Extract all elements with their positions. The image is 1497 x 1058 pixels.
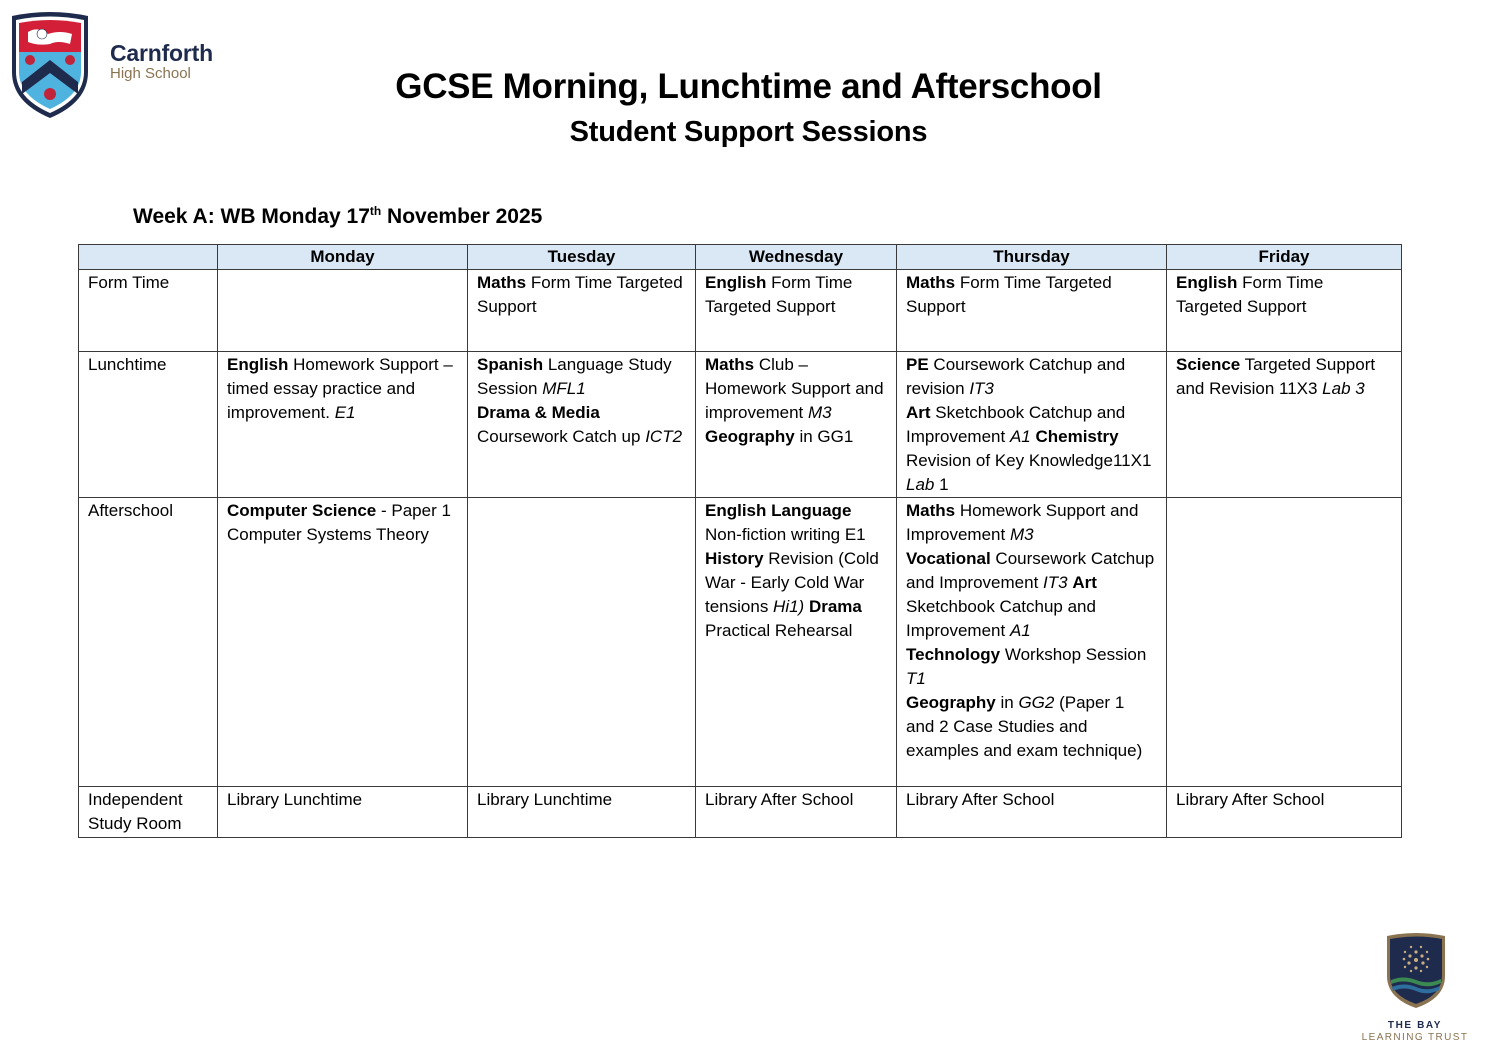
session-entry [705, 353, 887, 425]
session-text: Library Lunchtime [477, 790, 613, 809]
session-text: Revision (Cold War - Early Cold War tensions [705, 549, 879, 616]
session-text: Sketchbook Catchup and Improvement [906, 403, 1126, 446]
session-entry [705, 788, 887, 812]
table-cell [218, 787, 468, 838]
column-header-monday: Monday [218, 245, 468, 270]
session-text: in GG1 [794, 427, 854, 446]
session-entry [705, 523, 887, 547]
subject-name: History [705, 549, 764, 568]
school-name-primary: Carnforth [110, 40, 213, 66]
session-text: Form Time Targeted Support [705, 273, 853, 316]
row-label: Lunchtime [79, 352, 218, 498]
table-cell [696, 498, 897, 787]
subject-name: Geography [705, 427, 795, 446]
session-entry [906, 271, 1157, 319]
subject-name: Geography [906, 693, 996, 712]
subject-name: Art [906, 403, 931, 422]
row-label: Form Time [79, 270, 218, 352]
session-text: Homework Support and Improvement [906, 501, 1139, 544]
column-header-thursday: Thursday [897, 245, 1167, 270]
table-cell [1167, 498, 1402, 787]
column-header-tuesday: Tuesday [468, 245, 696, 270]
subject-name: English Language [705, 501, 852, 520]
table-cell [468, 787, 696, 838]
column-header [79, 245, 218, 270]
session-entry [227, 353, 458, 425]
table-cell [218, 352, 468, 498]
page-title: GCSE Morning, Lunchtime and Afterschool [395, 67, 1102, 106]
session-text: Targeted Support and Revision 11X3 [1176, 355, 1376, 398]
subject-name: Chemistry [1035, 427, 1119, 446]
session-entry [906, 353, 1157, 401]
table-row-form-time [79, 270, 1402, 352]
room-code: Lab [906, 475, 935, 494]
session-text: Revision of Key Knowledge11X1 [906, 451, 1152, 470]
subject-name: Drama & Media [477, 403, 600, 422]
table-row-lunchtime [79, 352, 1402, 498]
subject-name: Drama [808, 597, 862, 616]
table-cell [218, 498, 468, 787]
subject-name: Computer Science [227, 501, 377, 520]
subject-name: Maths [477, 273, 527, 292]
table-cell [696, 270, 897, 352]
table-cell [696, 352, 897, 498]
table-cell [1167, 270, 1402, 352]
session-entry [705, 499, 887, 523]
week-heading [133, 203, 542, 231]
session-text: Library After School [1176, 790, 1325, 809]
schedule-table [78, 244, 1402, 838]
week-heading-text: Week A: WB Monday 17 [133, 205, 370, 228]
table-cell [468, 270, 696, 352]
column-header-friday: Friday [1167, 245, 1402, 270]
session-entry [477, 271, 686, 319]
session-text: (Paper 1 and 2 Case Studies and examples and exam technique) [906, 693, 1143, 760]
column-header-wednesday: Wednesday [696, 245, 897, 270]
room-code: MFL1 [542, 379, 586, 398]
session-entry [1176, 353, 1392, 401]
room-code: M3 [807, 403, 832, 422]
subject-name: English [1176, 273, 1238, 292]
session-text: Library After School [705, 790, 854, 809]
trust-name [1340, 1020, 1490, 1044]
subject-name: Spanish [477, 355, 544, 374]
session-text: Form Time Targeted Support [906, 273, 1112, 316]
row-label: Independent Study Room [79, 787, 218, 838]
table-cell [696, 787, 897, 838]
session-text: Non-fiction writing E1 [705, 525, 866, 544]
session-entry [477, 353, 686, 401]
subject-name: Maths [906, 501, 956, 520]
page-subtitle: Student Support Sessions [569, 116, 928, 148]
table-row-afterschool [79, 498, 1402, 787]
session-text: Language Study Session [477, 355, 672, 398]
room-code: Hi1) [773, 597, 805, 616]
table-cell [468, 498, 696, 787]
trust-crest-logo [1385, 930, 1447, 1010]
subject-name: Technology [906, 645, 1001, 664]
session-entry [906, 547, 1157, 643]
subject-name: PE [906, 355, 929, 374]
session-entry [906, 401, 1157, 497]
table-cell [218, 270, 468, 352]
session-entry [227, 788, 458, 812]
table-cell [468, 352, 696, 498]
session-text: Club – Homework Support and improvement [705, 355, 884, 422]
trust-name-line2: LEARNING TRUST [1361, 1032, 1469, 1043]
session-entry [477, 401, 686, 449]
session-entry [705, 425, 887, 449]
session-text: - Paper 1 Computer Systems Theory [227, 501, 451, 544]
room-code: IT3 [1043, 573, 1068, 592]
session-entry [705, 271, 887, 319]
session-text: in [995, 693, 1019, 712]
table-cell [897, 498, 1167, 787]
session-text: Coursework Catchup and revision [906, 355, 1126, 398]
row-label: Afterschool [79, 498, 218, 787]
table-cell [1167, 787, 1402, 838]
table-cell [1167, 352, 1402, 498]
table-cell [897, 352, 1167, 498]
room-code: T1 [906, 669, 926, 688]
session-text: Coursework Catch up [477, 427, 646, 446]
session-text: Practical Rehearsal [705, 621, 853, 640]
trust-name-line1: THE BAY [1387, 1020, 1443, 1031]
room-code: ICT2 [645, 427, 683, 446]
session-text: Workshop Session [1000, 645, 1147, 664]
session-text: Homework Support – timed essay practice and improvement. [227, 355, 453, 422]
session-text: 1 [934, 475, 949, 494]
session-entry [906, 691, 1157, 763]
session-text: Library After School [906, 790, 1055, 809]
session-text: Coursework Catchup and Improvement [906, 549, 1155, 592]
room-code: A1 [1009, 621, 1031, 640]
subject-name: Maths [906, 273, 956, 292]
session-entry [477, 788, 686, 812]
session-entry [906, 643, 1157, 691]
table-header-row [79, 245, 1402, 270]
session-entry [906, 499, 1157, 547]
session-text: Library Lunchtime [227, 790, 363, 809]
session-entry [1176, 271, 1392, 319]
subject-name: English [227, 355, 289, 374]
session-text: Sketchbook Catchup and Improvement [906, 597, 1096, 640]
subject-name: English [705, 273, 767, 292]
table-cell [897, 787, 1167, 838]
room-code: Lab 3 [1322, 379, 1365, 398]
room-code: IT3 [969, 379, 994, 398]
table-row-independent-study [79, 787, 1402, 838]
session-text: Form Time Targeted Support [1176, 273, 1324, 316]
subject-name: Maths [705, 355, 755, 374]
room-code: M3 [1009, 525, 1034, 544]
school-name-secondary: High School [110, 65, 191, 82]
table-cell [897, 270, 1167, 352]
week-heading-month: November 2025 [381, 205, 543, 228]
subject-name: Vocational [906, 549, 991, 568]
session-entry [705, 547, 887, 643]
week-heading-ordinal: th [369, 204, 382, 218]
session-text: Form Time Targeted Support [477, 273, 683, 316]
room-code: E1 [334, 403, 356, 422]
subject-name: Art [1072, 573, 1097, 592]
bay-learning-trust-crest-icon [1385, 930, 1447, 1010]
room-code: A1 [1009, 427, 1031, 446]
room-code: GG2 [1018, 693, 1055, 712]
session-entry [906, 788, 1157, 812]
session-entry [227, 499, 458, 547]
subject-name: Science [1176, 355, 1241, 374]
session-entry [1176, 788, 1392, 812]
